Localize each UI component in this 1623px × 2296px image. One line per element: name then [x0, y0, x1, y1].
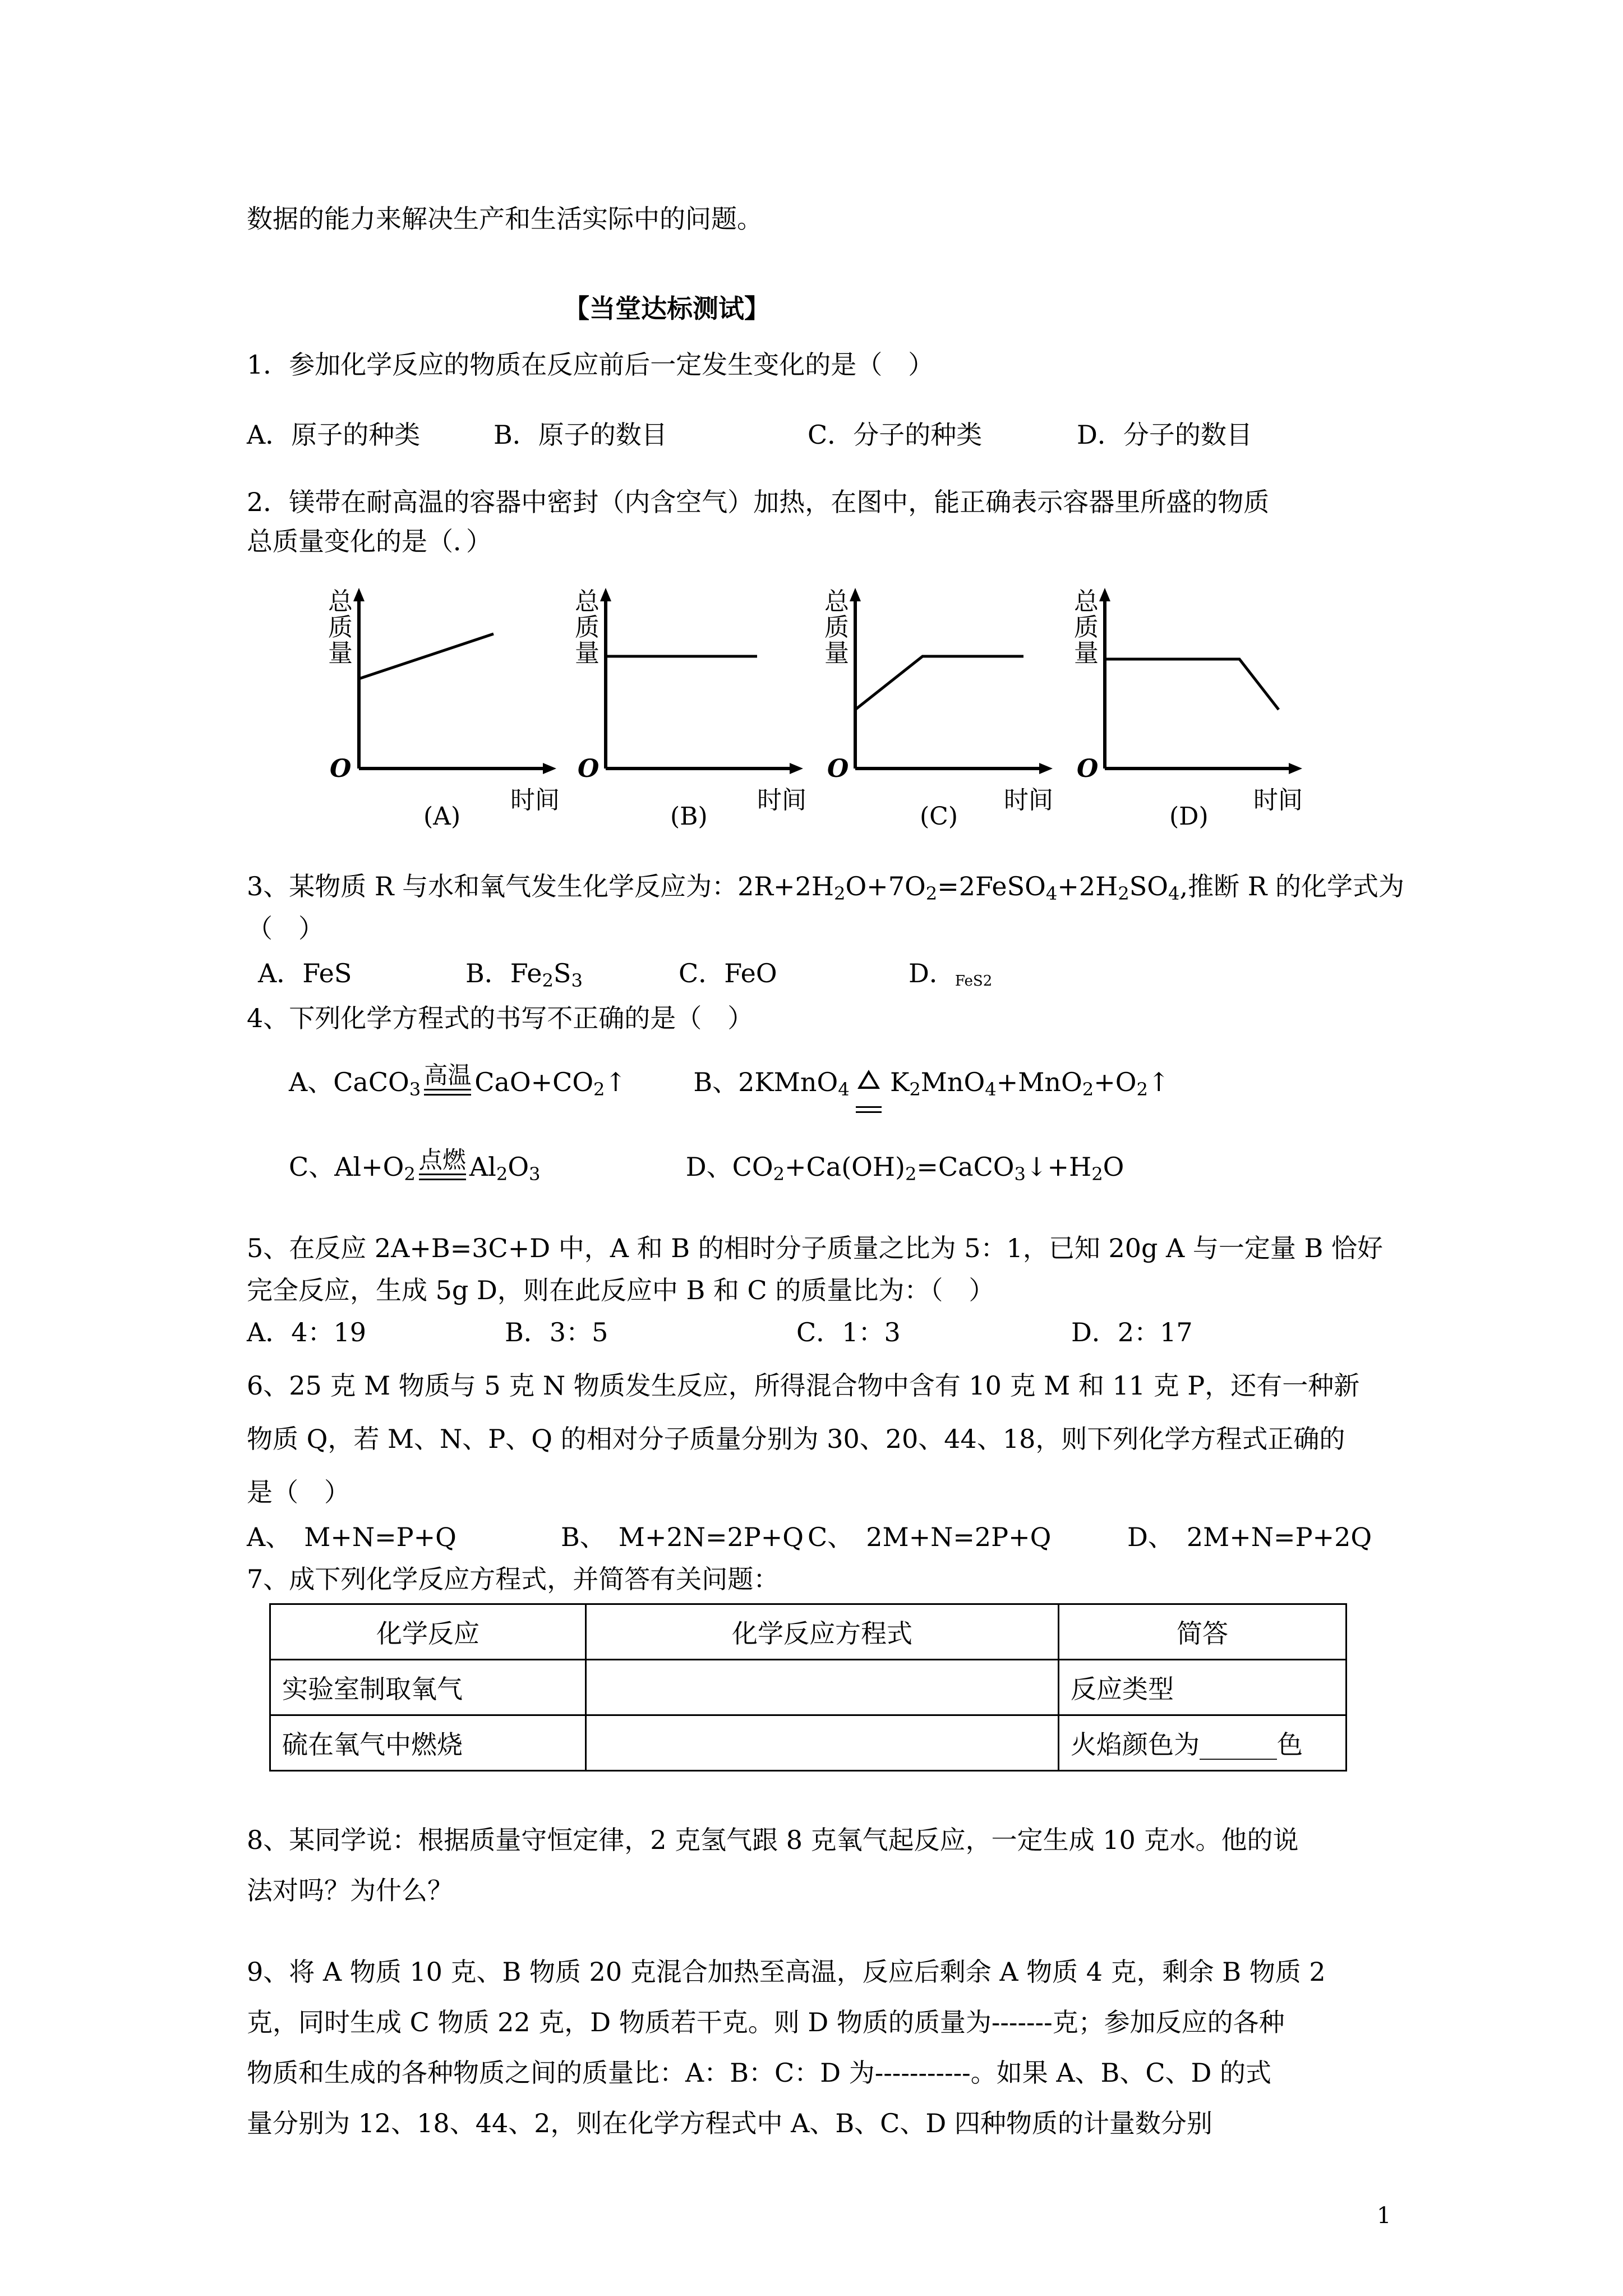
table-cell-answer[interactable] — [586, 1715, 1059, 1771]
ylabel-char: 质 — [328, 613, 353, 642]
table-cell: 实验室制取氧气 — [270, 1660, 586, 1715]
q4-option-a: A、CaCO$_3$ 高温 $CaO+CO_2↑$ — [289, 1061, 627, 1101]
q3-stem: 3、某物质 R 与水和氧气发生化学反应为：$2R+2H_2O+7O_2=2FeSO_4+2H_2SO_4$,推断 R 的化学式为 — [247, 871, 1404, 905]
q1-stem: 1．参加化学反应的物质在反应前后一定发生变化的是（ ） — [247, 349, 934, 380]
q6-option-b: B、 M+2N=2P+Q — [561, 1522, 804, 1552]
ylabel-char: 总 — [1074, 587, 1099, 616]
graph-b-origin: O — [578, 754, 600, 783]
q5-line2: 完全反应，生成 5g D，则在此反应中 B 和 C 的质量比为：（ ） — [247, 1275, 995, 1305]
table-header-cell: 简答 — [1059, 1604, 1347, 1660]
table-cell: 火焰颜色为______色 — [1059, 1715, 1347, 1771]
graph-a-ylabel — [328, 589, 353, 666]
graph-d-xlabel: 时间 — [1253, 786, 1303, 815]
table-row — [270, 1660, 1347, 1715]
q4-b-prefix: B、2KMnO — [693, 1067, 838, 1097]
graph-b-label: (B) — [670, 802, 708, 831]
q7-table — [269, 1603, 1347, 1772]
q4-option-d: D、$CO_2+Ca(OH)_2=CaCO_3↓+H_2O$ — [685, 1152, 1124, 1185]
q5-option-a: A．4：19 — [247, 1317, 367, 1347]
graph-c-origin: O — [827, 754, 849, 783]
q3-option-d — [909, 956, 992, 998]
graph-a-curve — [359, 634, 494, 679]
q4-option-c: C、$Al+O_2$ 点燃 $Al_2O_3$ — [289, 1146, 541, 1185]
q4-options-ab — [289, 1055, 1170, 1115]
q1-option-b: B．原子的数目 — [494, 420, 667, 450]
graph-b-ylabel — [575, 589, 600, 666]
graph-d-origin: O — [1077, 754, 1099, 783]
q3-stem-text: 3、某物质 R 与水和氧气发生化学反应为：2R+2H — [247, 871, 834, 901]
graph-b-xlabel: 时间 — [757, 786, 806, 815]
ylabel-char: 总 — [575, 587, 600, 616]
q6-option-d: D、 2M+N=P+2Q — [1127, 1522, 1372, 1552]
intro-line: 数据的能力来解决生产和生活实际中的问题。 — [247, 204, 763, 234]
q2-stem-line2: 总质量变化的是（．） — [247, 526, 492, 556]
q3-option-d-small: FeS2 — [955, 973, 993, 990]
graph-a-origin: O — [330, 754, 352, 783]
q4-c-condition: 点燃 — [418, 1146, 466, 1174]
graph-c-xlabel: 时间 — [1004, 786, 1053, 815]
q4-stem: 4、下列化学方程式的书写不正确的是（ ） — [247, 1003, 754, 1033]
q3-option-c: C．FeO — [679, 958, 777, 988]
q4-b-suffix: K — [889, 1067, 910, 1097]
q5-option-b: B．3：5 — [505, 1317, 608, 1347]
ylabel-char: 总 — [328, 587, 353, 616]
q4-a-condition: 高温 — [424, 1061, 472, 1089]
q6-line1: 6、25 克 M 物质与 5 克 N 物质发生反应，所得混合物中含有 10 克 M 和 11 克 P，还有一种新 — [247, 1370, 1360, 1401]
table-cell-answer[interactable] — [586, 1660, 1059, 1715]
q3-option-b-text: B．Fe — [465, 958, 542, 988]
delta-icon — [857, 1070, 880, 1089]
q4-b-heat-arrow — [857, 1055, 882, 1113]
q3-stem-suffix: ,推断 R 的化学式为 — [1179, 871, 1404, 901]
ylabel-char: 量 — [575, 639, 600, 668]
q1-option-c: C．分子的种类 — [808, 420, 983, 450]
q6-line2: 物质 Q，若 M、N、P、Q 的相对分子质量分别为 30、20、44、18，则下列化学方程式正确的 — [247, 1424, 1345, 1454]
ylabel-char: 量 — [328, 639, 353, 668]
ylabel-char: 质 — [575, 613, 600, 642]
q1-option-a: A．原子的种类 — [247, 420, 421, 450]
table-cell: 反应类型 — [1059, 1660, 1347, 1715]
q3-option-d-text: D． — [909, 958, 955, 988]
q4-c-suffix: Al — [469, 1152, 496, 1182]
q2-stem-line1: 2．镁带在耐高温的容器中密封（内含空气）加热，在图中，能正确表示容器里所盛的物质 — [247, 487, 1270, 517]
graph-a-label: (A) — [423, 802, 461, 831]
section-title: 【当堂达标测试】 — [564, 293, 770, 324]
q4-a-prefix: A、CaCO — [289, 1067, 409, 1097]
table-cell: 硫在氧气中燃烧 — [270, 1715, 586, 1771]
q6-option-a: A、 M+N=P+Q — [247, 1522, 457, 1552]
q9-line1: 9、将 A 物质 10 克、B 物质 20 克混合加热至高温，反应后剩余 A 物质 4 克，剩余 B 物质 2 — [247, 1957, 1326, 1987]
q8-line2: 法对吗？为什么？ — [247, 1875, 453, 1906]
q6-option-c: C、 2M+N=2P+Q — [808, 1522, 1052, 1552]
q4-options-cd — [289, 1142, 1124, 1199]
q3-option-a: A．FeS — [258, 958, 352, 988]
q5-line1: 5、在反应 2A+B=3C+D 中，A 和 B 的相时分子质量之比为 5：1，已知 20g A 与一定量 B 恰好 — [247, 1233, 1383, 1263]
graph-d-label: (D) — [1169, 802, 1209, 831]
q3-option-b: B．$Fe_2S_3$ — [465, 958, 583, 992]
graph-c-curve — [855, 656, 1023, 710]
q4-c-arrow — [419, 1148, 466, 1180]
table-header-cell: 化学反应方程式 — [586, 1604, 1059, 1660]
q3-stem-line2: （ ） — [247, 913, 324, 944]
ylabel-char: 质 — [1074, 613, 1099, 642]
q7-stem: 7、成下列化学反应方程式，并简答有关问题： — [247, 1564, 780, 1594]
graph-c-label: (C) — [920, 802, 958, 831]
graph-a-xlabel: 时间 — [510, 786, 560, 815]
q4-d-prefix: D、CO — [685, 1152, 773, 1182]
table-header-cell: 化学反应 — [270, 1604, 586, 1660]
q4-a-suffix: CaO+CO — [474, 1067, 594, 1097]
q4-option-b: B、2KMnO$_4$ $K_2MnO_4+MnO_2+O_2↑$ — [693, 1067, 1169, 1097]
graph-d-curve — [1105, 659, 1279, 710]
ylabel-char: 量 — [824, 639, 849, 668]
table-header-row — [270, 1604, 1347, 1660]
q5-option-d: D．2：17 — [1071, 1317, 1193, 1347]
q1-option-d: D．分子的数目 — [1077, 420, 1252, 450]
q9-line3: 物质和生成的各种物质之间的质量比：A：B：C：D 为-----------。如果 A、B、C、D 的式 — [247, 2058, 1272, 2088]
page-number: 1 — [1377, 2203, 1391, 2229]
q9-line4: 量分别为 12、18、44、2，则在化学方程式中 A、B、C、D 四种物质的计量数分别 — [247, 2108, 1212, 2138]
table-row — [270, 1715, 1347, 1771]
ylabel-char: 量 — [1074, 639, 1099, 668]
ylabel-char: 总 — [824, 587, 849, 616]
q6-line3: 是（ ） — [247, 1477, 350, 1507]
ylabel-char: 质 — [824, 613, 849, 642]
q4-c-prefix: C、Al+O — [289, 1152, 404, 1182]
graph-d-ylabel — [1074, 589, 1099, 666]
graph-c-ylabel — [824, 589, 849, 666]
q8-line1: 8、某同学说：根据质量守恒定律，2 克氢气跟 8 克氧气起反应，一定生成 10 克水。他的说 — [247, 1825, 1299, 1855]
q9-line2: 克，同时生成 C 物质 22 克，D 物质若干克。则 D 物质的质量为-------克；参加反应的各种 — [247, 2007, 1285, 2037]
q4-a-arrow — [424, 1063, 471, 1096]
q5-option-c: C．1：3 — [796, 1317, 901, 1347]
